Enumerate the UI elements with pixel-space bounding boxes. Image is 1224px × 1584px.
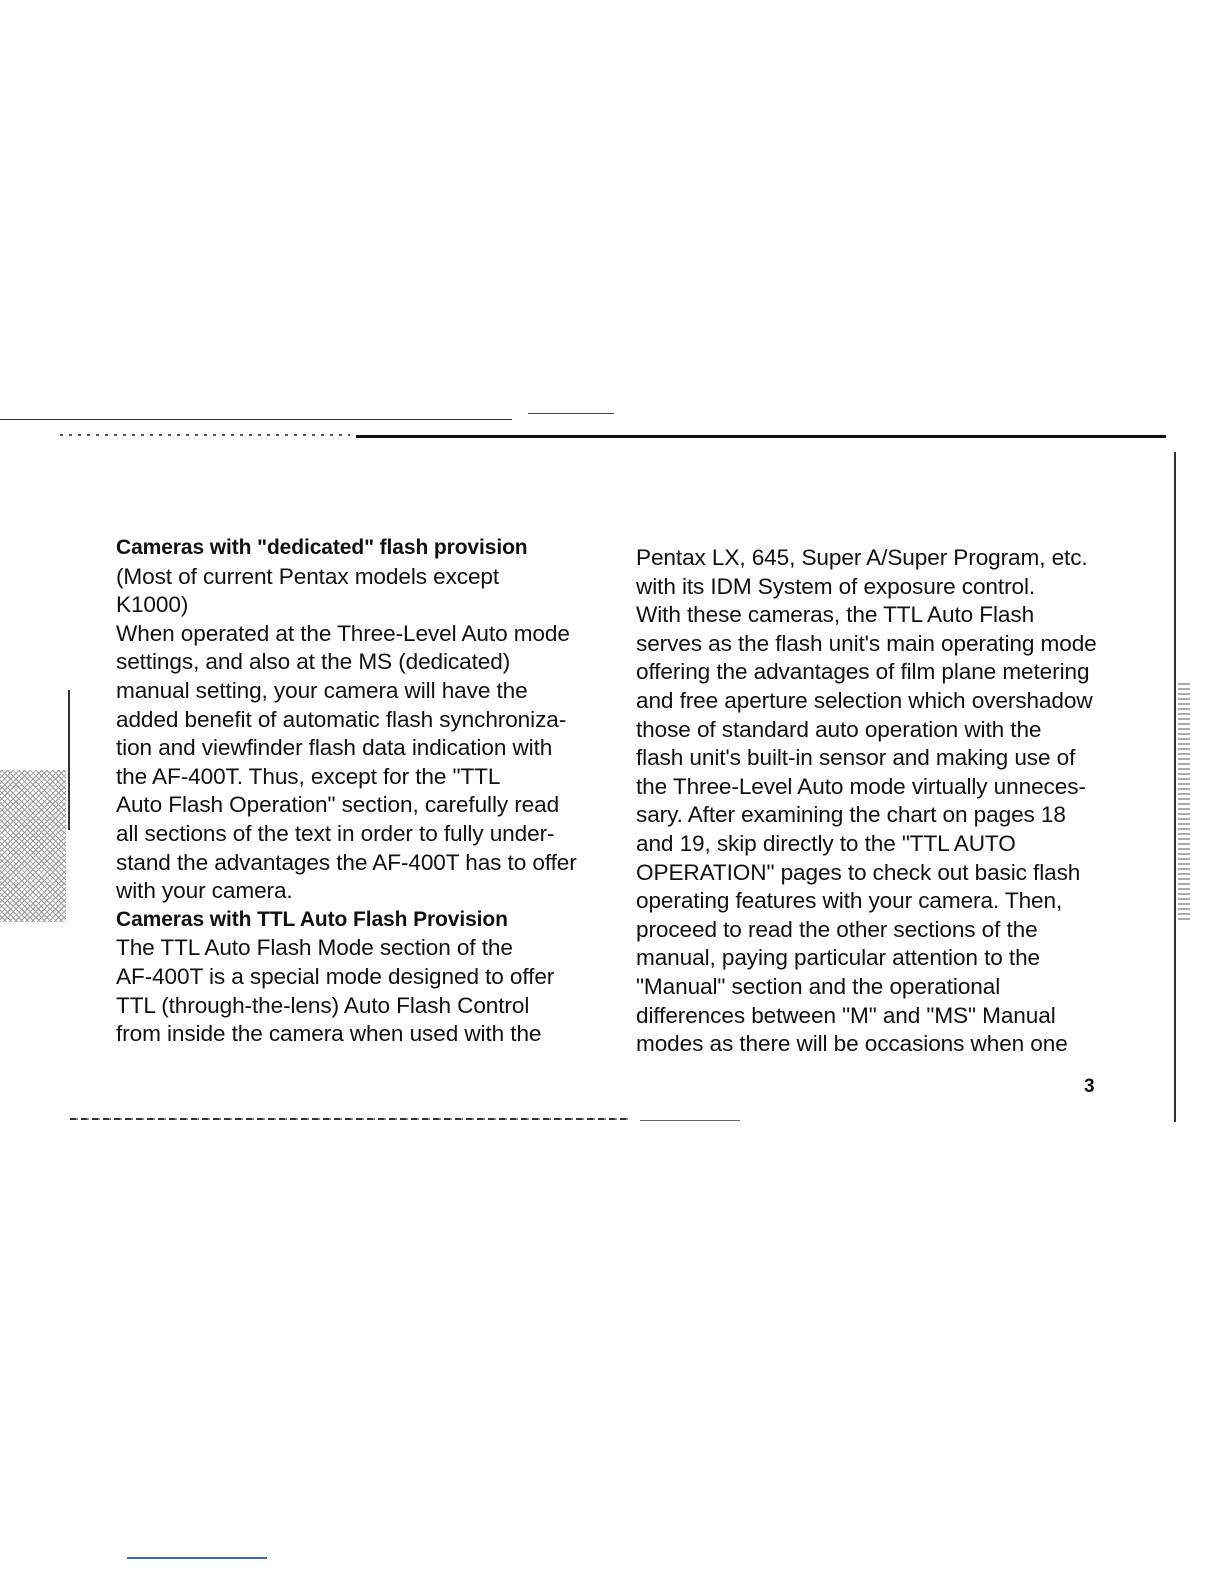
text-line: settings, and also at the MS (dedicated) xyxy=(116,649,511,675)
scan-noise-right xyxy=(1178,680,1190,920)
paragraph-pentax-lx xyxy=(636,544,1136,1059)
text-line: K1000) xyxy=(116,592,189,618)
text-line: The TTL Auto Flash Mode section of the xyxy=(116,935,513,961)
text-line: (Most of current Pentax models except xyxy=(116,563,500,589)
bottom-rule-faint xyxy=(640,1120,740,1121)
text-line: manual setting, your camera will have the xyxy=(116,677,528,703)
text-line: modes as there will be occasions when one xyxy=(636,1031,1068,1057)
text-line: serves as the flash unit's main operating mode xyxy=(636,630,1097,656)
text-line: with your camera. xyxy=(116,878,293,904)
text-line: With these cameras, the TTL Auto Flash xyxy=(636,602,1035,628)
text-line: and 19, skip directly to the "TTL AUTO xyxy=(636,830,1016,856)
subtitle-pentax-models xyxy=(116,563,616,620)
bottom-rule xyxy=(70,1118,630,1120)
text-line: the AF-400T. Thus, except for the "TTL xyxy=(116,763,501,789)
text-line: When operated at the Three-Level Auto mode xyxy=(116,620,570,646)
text-line: OPERATION" pages to check out basic flash xyxy=(636,859,1081,885)
text-line: AF-400T is a special mode designed to offer xyxy=(116,963,555,989)
text-line: TTL (through-the-lens) Auto Flash Control xyxy=(116,992,530,1018)
top-rule-thin-short xyxy=(528,413,614,414)
text-line: differences between "M" and "MS" Manual xyxy=(636,1002,1056,1028)
page-number: 3 xyxy=(1084,1076,1095,1097)
text-line: added benefit of automatic flash synchroniza- xyxy=(116,706,567,732)
text-line: proceed to read the other sections of the xyxy=(636,916,1038,942)
text-line: flash unit's built-in sensor and making use of xyxy=(636,745,1076,771)
text-line: stand the advantages the AF-400T has to offer xyxy=(116,849,577,875)
text-line: tion and viewfinder flash data indication with xyxy=(116,735,553,761)
text-line: those of standard auto operation with the xyxy=(636,716,1042,742)
text-line: offering the advantages of film plane metering xyxy=(636,659,1090,685)
blue-underline xyxy=(127,1557,267,1559)
paragraph-three-level-auto xyxy=(116,620,616,906)
top-rule-thin xyxy=(0,419,512,420)
heading-dedicated-flash: Cameras with "dedicated" flash provision xyxy=(116,536,528,559)
text-line: with its IDM System of exposure control. xyxy=(636,573,1036,599)
scan-noise-left xyxy=(0,770,66,922)
text-line: the Three-Level Auto mode virtually unneces- xyxy=(636,773,1086,799)
text-line: Pentax LX, 645, Super A/Super Program, etc. xyxy=(636,545,1088,570)
text-line: all sections of the text in order to fully under- xyxy=(116,820,555,846)
text-line: manual, paying particular attention to the xyxy=(636,945,1040,971)
heading-ttl-auto-flash: Cameras with TTL Auto Flash Provision xyxy=(116,907,508,931)
text-line: Auto Flash Operation" section, carefully read xyxy=(116,792,560,818)
paragraph-ttl-mode xyxy=(116,934,616,1048)
top-rule-thick xyxy=(356,435,1166,438)
left-column xyxy=(116,534,616,1049)
left-margin-bar xyxy=(68,690,70,830)
text-line: operating features with your camera. Then, xyxy=(636,888,1063,914)
text-line: "Manual" section and the operational xyxy=(636,973,1001,999)
text-line: from inside the camera when used with the xyxy=(116,1021,542,1047)
right-column xyxy=(636,544,1136,1059)
text-line: sary. After examining the chart on pages 18 xyxy=(636,802,1066,828)
text-line: and free aperture selection which overshadow xyxy=(636,687,1093,713)
right-margin-rule xyxy=(1174,452,1176,1122)
top-rule-dotted xyxy=(60,434,350,436)
